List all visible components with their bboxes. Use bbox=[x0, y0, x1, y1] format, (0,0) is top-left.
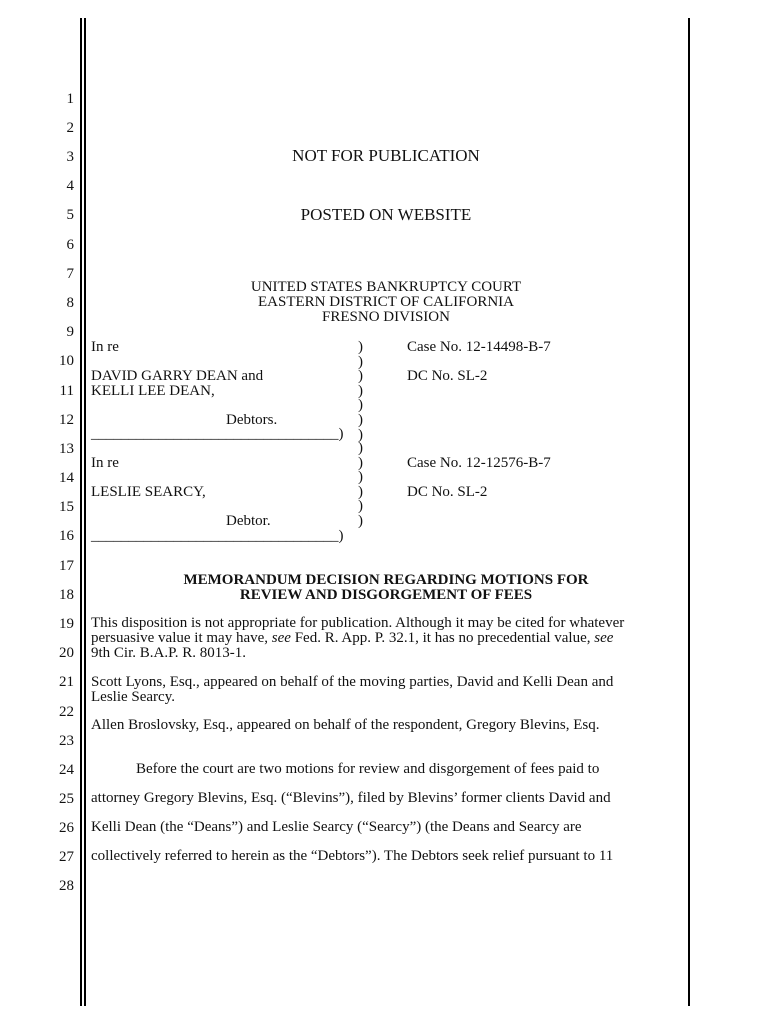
line-number: 19 bbox=[59, 616, 74, 632]
court-name-line2: EASTERN DISTRICT OF CALIFORNIA bbox=[258, 294, 514, 310]
in-re-label: In re bbox=[91, 455, 119, 471]
court-name-line3: FRESNO DIVISION bbox=[322, 309, 450, 325]
line-number: 15 bbox=[59, 499, 74, 515]
caption-paren-column: ) ) ) ) ) ) ) bbox=[358, 339, 363, 443]
line-number: 8 bbox=[66, 295, 74, 311]
debtor-name-line2: KELLI LEE DEAN, bbox=[91, 383, 215, 399]
disposition-line3: 9th Cir. B.A.P. R. 8013-1. bbox=[91, 645, 247, 661]
disposition-line1: This disposition is not appropriate for publication. Although it may be cited for whatever bbox=[91, 615, 625, 631]
document-title-line1: MEMORANDUM DECISION REGARDING MOTIONS FOR bbox=[183, 572, 589, 588]
dc-number: DC No. SL-2 bbox=[407, 484, 488, 500]
line-number: 25 bbox=[59, 791, 74, 807]
line-number: 4 bbox=[66, 178, 74, 194]
debtor-role-label: Debtors. bbox=[226, 412, 278, 428]
line-number: 24 bbox=[59, 762, 74, 778]
appearance-moving-parties-line2: Leslie Searcy. bbox=[91, 689, 175, 705]
appearance-respondent: Allen Broslovsky, Esq., appeared on behalf of the respondent, Gregory Blevins, Esq. bbox=[91, 717, 600, 733]
line-number: 12 bbox=[59, 412, 74, 428]
left-margin-rule-outer bbox=[80, 18, 82, 1006]
line-number: 17 bbox=[59, 558, 74, 574]
in-re-label: In re bbox=[91, 339, 119, 355]
appearance-moving-parties-line1: Scott Lyons, Esq., appeared on behalf of the moving parties, David and Kelli Dean and bbox=[91, 674, 614, 690]
line-number: 27 bbox=[59, 849, 74, 865]
body-line: collectively referred to herein as the “Debtors”). The Debtors seek relief pursuant to 11 bbox=[91, 848, 614, 864]
body-line: attorney Gregory Blevins, Esq. (“Blevins”), filed by Blevins’ former clients David and bbox=[91, 790, 611, 806]
line-number: 10 bbox=[59, 353, 74, 369]
caption-underline: _________________________________) bbox=[91, 426, 344, 442]
posted-on-website-heading: POSTED ON WEBSITE bbox=[300, 205, 472, 224]
document-title-line2: REVIEW AND DISGORGEMENT OF FEES bbox=[239, 587, 533, 603]
case-number: Case No. 12-14498-B-7 bbox=[407, 339, 551, 355]
line-number: 21 bbox=[59, 674, 74, 690]
line-number: 23 bbox=[59, 733, 74, 749]
debtor-role-label: Debtor. bbox=[226, 513, 271, 529]
caption-underline: _________________________________) bbox=[91, 528, 344, 544]
line-number: 1 bbox=[66, 91, 74, 107]
right-margin-rule bbox=[688, 18, 690, 1006]
left-margin-rule-inner bbox=[84, 18, 86, 1006]
body-line: Before the court are two motions for review and disgorgement of fees paid to bbox=[136, 761, 600, 777]
disposition-line2 bbox=[91, 631, 613, 646]
line-number: 6 bbox=[66, 237, 74, 253]
body-line: Kelli Dean (the “Deans”) and Leslie Searcy (“Searcy”) (the Deans and Searcy are bbox=[91, 819, 582, 835]
disposition-text: Fed. R. App. P. 32.1, it has no precedential value, bbox=[290, 630, 595, 646]
debtor-name-line1: LESLIE SEARCY, bbox=[91, 484, 206, 500]
line-number: 5 bbox=[66, 207, 74, 223]
caption-paren-column: ) ) ) ) ) ) bbox=[358, 440, 363, 529]
line-number: 7 bbox=[66, 266, 74, 282]
disposition-text: persuasive value it may have, bbox=[91, 630, 272, 646]
line-number: 18 bbox=[59, 587, 74, 603]
debtor-name-line1: DAVID GARRY DEAN and bbox=[91, 368, 264, 384]
line-number: 14 bbox=[59, 470, 74, 486]
line-number: 26 bbox=[59, 820, 74, 836]
court-name-line1: UNITED STATES BANKRUPTCY COURT bbox=[250, 279, 522, 295]
line-number: 13 bbox=[59, 441, 74, 457]
line-number: 22 bbox=[59, 704, 74, 720]
line-number: 28 bbox=[59, 878, 74, 894]
line-number: 9 bbox=[66, 324, 74, 340]
line-number: 3 bbox=[66, 149, 74, 165]
case-number: Case No. 12-12576-B-7 bbox=[407, 455, 551, 471]
line-number: 11 bbox=[59, 383, 74, 399]
dc-number: DC No. SL-2 bbox=[407, 368, 488, 384]
line-number: 16 bbox=[59, 528, 74, 544]
see-signal: see bbox=[594, 630, 614, 646]
line-number: 20 bbox=[59, 645, 74, 661]
line-number: 2 bbox=[66, 120, 74, 136]
see-signal: see bbox=[271, 630, 291, 646]
not-for-publication-heading: NOT FOR PUBLICATION bbox=[292, 146, 480, 165]
